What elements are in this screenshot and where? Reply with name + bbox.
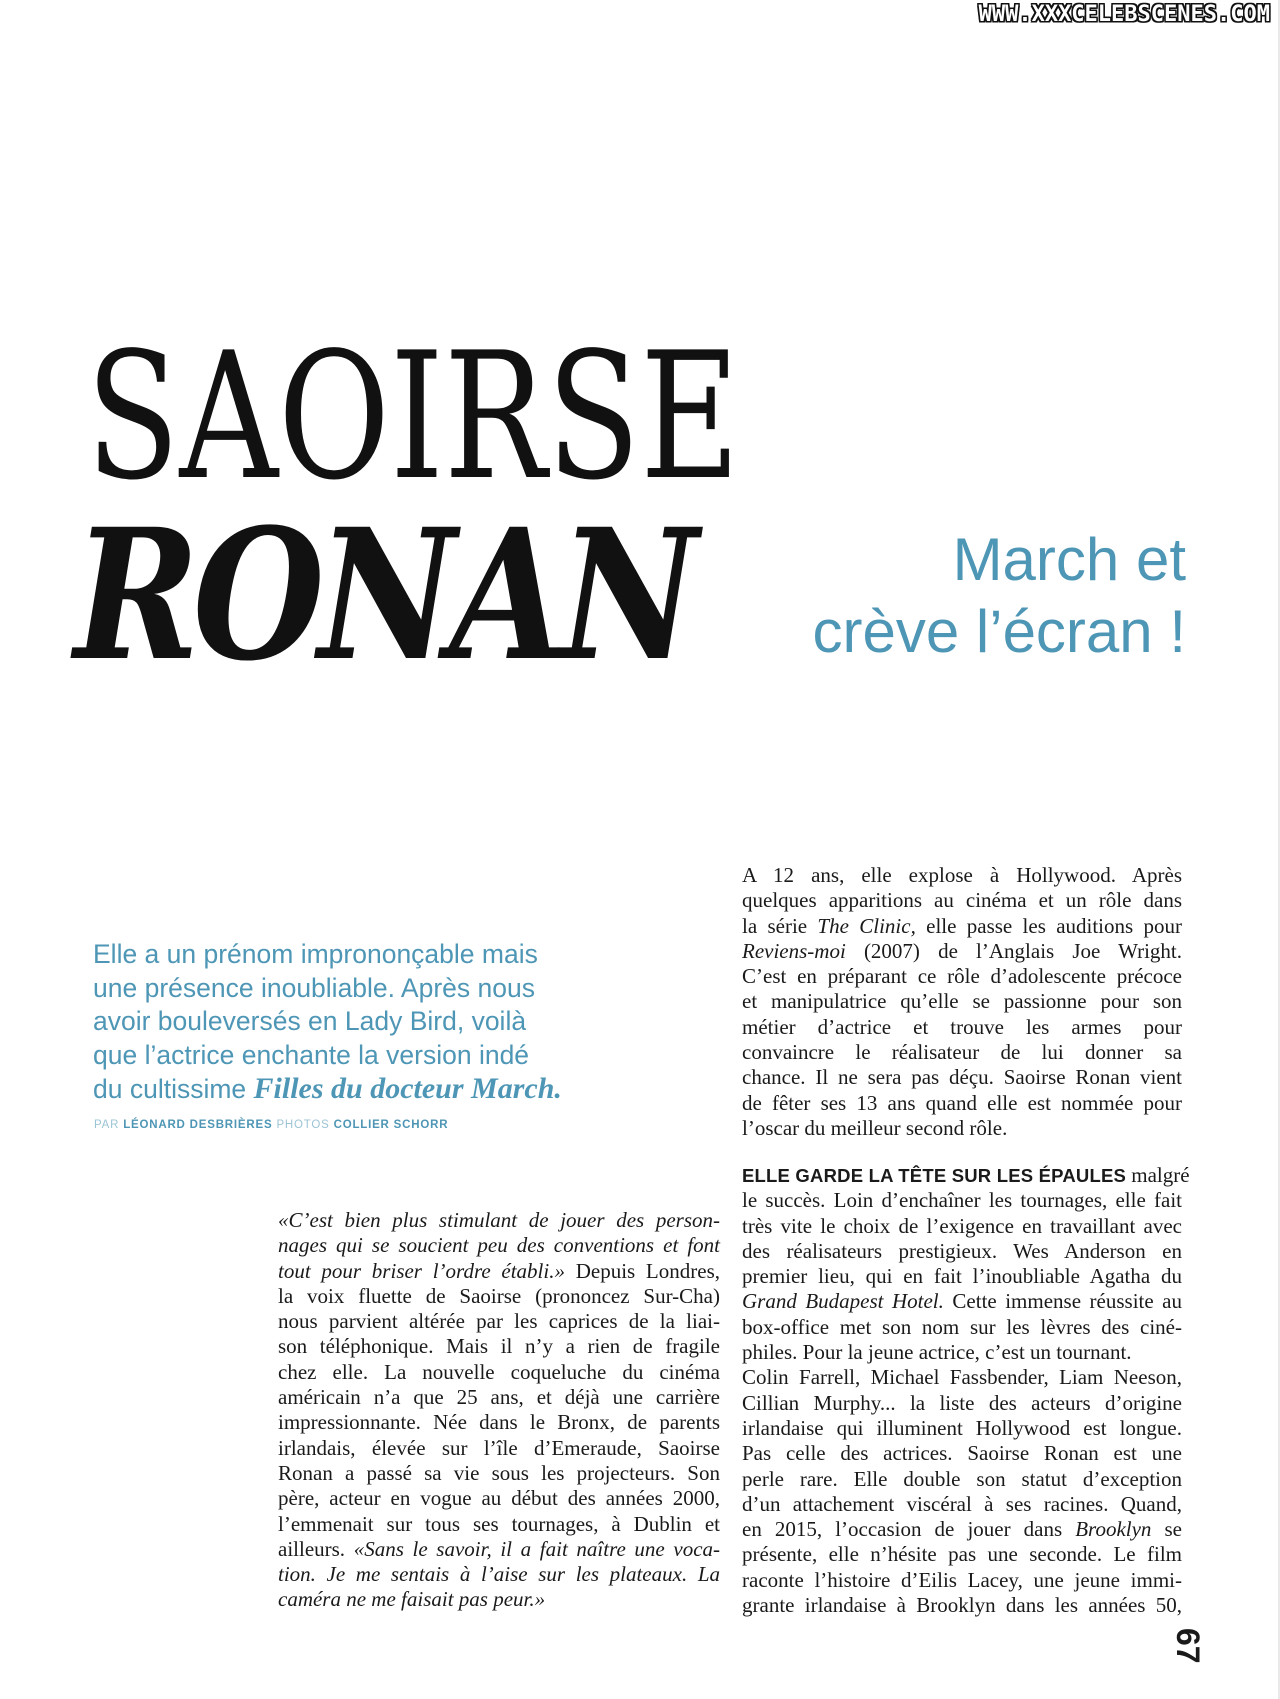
text-line: Cillian Murphy... la liste des acteurs d’origine xyxy=(742,1390,1182,1415)
text-line: métier d’actrice et trouve les armes pour xyxy=(742,1014,1182,1039)
text-line: nous parvient altérée par les caprices de la liai- xyxy=(278,1309,720,1334)
text-line: impressionnante. Née dans le Bronx, de parents xyxy=(278,1410,720,1435)
quote-text: «Sans le savoir, il a fait naître une voca- xyxy=(353,1536,721,1561)
film-title: Brooklyn xyxy=(1075,1517,1152,1542)
text-line: chez elle. La nouvelle coqueluche du cinéma xyxy=(278,1359,720,1384)
text-line: des réalisateurs prestigieux. Wes Anderson en xyxy=(742,1238,1182,1263)
intro-line: une présence inoubliable. Après nous xyxy=(93,972,535,1003)
article-column-right xyxy=(742,863,1182,1141)
credits xyxy=(94,1119,448,1131)
subtitle xyxy=(746,524,1186,668)
text-line: irlandaise qui illuminent Hollywood est longue. xyxy=(742,1415,1182,1440)
watermark: WWW.XXXCELEBSCENES.COM xyxy=(978,2,1270,27)
film-title: Grand Budapest Hotel. xyxy=(742,1289,944,1314)
quote-text: nages qui se soucient peu des conventions et font xyxy=(278,1233,720,1258)
text-line: grante irlandaise à Brooklyn dans les années 50, xyxy=(742,1593,1182,1618)
intro-line-last xyxy=(93,1072,653,1107)
body-text: Cette immense réussite au xyxy=(943,1289,1182,1314)
text-line: raconte l’histoire d’Eilis Lacey, une jeune immi- xyxy=(742,1567,1182,1592)
text-line: très vite le choix de l’exigence en travaillant avec xyxy=(742,1213,1182,1238)
quote-text: tion. Je me sentais à l’aise sur les plateaux. La xyxy=(278,1562,720,1587)
text-line: d’un attachement viscéral à ses racines. Quand, xyxy=(742,1491,1182,1516)
headline-first-name: SAOIRSE xyxy=(86,316,740,519)
show-title: The Clinic, xyxy=(817,913,916,938)
body-text: en 2015, l’occasion de jouer dans xyxy=(742,1517,1076,1542)
body-text: Depuis Londres, xyxy=(564,1258,720,1283)
body-text: ailleurs. xyxy=(278,1536,354,1561)
text-line: Pas celle des actrices. Saoirse Ronan est une xyxy=(742,1441,1182,1466)
text-line: premier lieu, qui en fait l’inoubliable Agatha du xyxy=(742,1264,1182,1289)
text-line: quelques apparitions au cinéma et un rôle dans xyxy=(742,888,1182,913)
text-line: présente, elle n’hésite pas une seconde. Le film xyxy=(742,1542,1182,1567)
text-line xyxy=(278,1233,720,1258)
credits-photos-label: PHOTOS xyxy=(276,1119,330,1131)
text-line: père, acteur en vogue au début des années 2000, xyxy=(278,1486,720,1511)
text-line xyxy=(742,939,1182,964)
text-line: chance. Il ne sera pas déçu. Saoirse Ronan vient xyxy=(742,1065,1182,1090)
lead-in: ELLE GARDE LA TÊTE SUR LES ÉPAULES xyxy=(742,1165,1127,1186)
text-line: américain n’a que 25 ans, et déjà une carrière xyxy=(278,1385,720,1410)
text-line: convaincre le réalisateur de lui donner sa xyxy=(742,1040,1182,1065)
subtitle-line-2: crève l’écran ! xyxy=(812,598,1186,665)
text-line: l’oscar du meilleur second rôle. xyxy=(742,1115,1008,1140)
text-line: son téléphonique. Mais il n’y a rien de fragile xyxy=(278,1334,720,1359)
text-line: A 12 ans, elle explose à Hollywood. Après xyxy=(742,863,1182,887)
text-line xyxy=(278,1562,720,1587)
text-line xyxy=(278,1537,720,1562)
quote-text: caméra ne me faisait pas peur.» xyxy=(278,1587,546,1612)
text-line: de fêter ses 13 ans quand elle est nommée pour xyxy=(742,1090,1182,1115)
headline-last-name: RONAN xyxy=(74,490,692,701)
intro-text: du cultissime xyxy=(93,1074,254,1104)
text-line: la voix fluette de Saoirse (prononcez Sur-Cha) xyxy=(278,1283,720,1308)
intro-line: avoir bouleversés en Lady Bird, voilà xyxy=(93,1006,527,1036)
intro-film-title: Filles du docteur March. xyxy=(253,1072,562,1105)
quote-text: «C’est bien plus stimulant de jouer des person- xyxy=(278,1208,720,1232)
text-line: perle rare. Elle double son statut d’exception xyxy=(742,1466,1182,1491)
body-text: malgré xyxy=(1126,1163,1190,1187)
text-line: philes. Pour la jeune actrice, c’est un tournant. xyxy=(742,1340,1132,1365)
article-column-left xyxy=(278,1208,720,1613)
text-line: et manipulatrice qu’elle se passionne pour son xyxy=(742,989,1182,1014)
text-line xyxy=(742,1517,1182,1542)
credits-author: LÉONARD DESBRIÈRES xyxy=(123,1119,273,1131)
body-text: (2007) de l’Anglais Joe Wright. xyxy=(845,938,1182,963)
intro-line: Elle a un prénom imprononçable mais xyxy=(93,939,538,969)
text-line: le succès. Loin d’enchaîner les tournages, elle fait xyxy=(742,1188,1182,1213)
credits-par-label: PAR xyxy=(94,1119,120,1131)
body-text: la série xyxy=(742,913,818,938)
text-line xyxy=(742,1163,1190,1188)
text-line xyxy=(278,1208,720,1233)
text-line: Colin Farrell, Michael Fassbender, Liam Neeson, xyxy=(742,1365,1182,1390)
text-line xyxy=(742,914,1182,939)
text-line xyxy=(278,1259,720,1284)
film-title: Reviens-moi xyxy=(742,938,846,963)
text-line: l’emmenait sur tous ses tournages, à Dublin et xyxy=(278,1511,720,1536)
body-text: se xyxy=(1151,1517,1182,1542)
page-number: 67 xyxy=(1170,1628,1206,1664)
body-text: elle passe les auditions pour xyxy=(915,913,1182,938)
quote-text: tout pour briser l’ordre établi.» xyxy=(278,1258,565,1283)
text-line: Ronan a passé sa vie sous les projecteurs. Son xyxy=(278,1460,720,1485)
text-line xyxy=(742,1289,1182,1314)
credits-photographer: COLLIER SCHORR xyxy=(333,1119,449,1131)
subtitle-line-1: March et xyxy=(952,526,1186,593)
intro-line: que l’actrice enchante la version indé xyxy=(93,1039,530,1070)
article-column-right-second xyxy=(742,1163,1190,1618)
text-line: irlandais, élevée sur l’île d’Emeraude, Saoirse xyxy=(278,1435,720,1460)
text-line xyxy=(278,1587,720,1612)
intro-paragraph xyxy=(93,938,653,1107)
text-line: C’est en préparant ce rôle d’adolescente précoce xyxy=(742,964,1182,989)
text-line: box-office met son nom sur les lèvres des ciné- xyxy=(742,1314,1182,1339)
